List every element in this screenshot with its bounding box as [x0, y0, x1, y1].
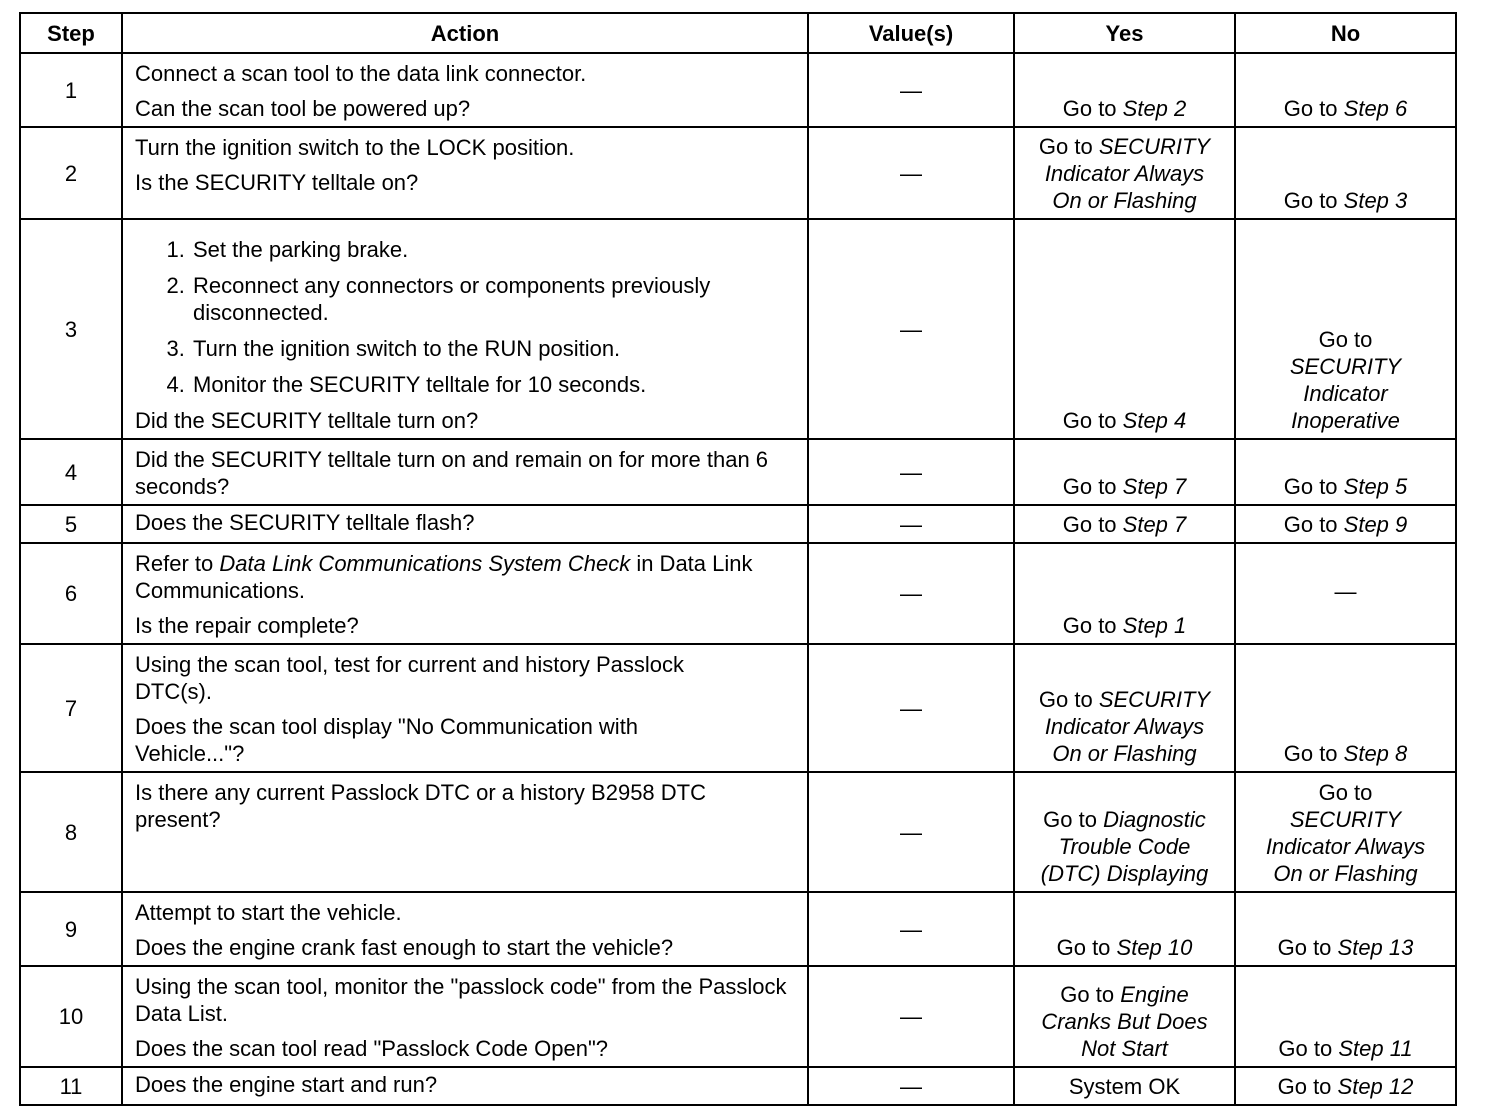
diagnostic-table [19, 12, 1457, 1106]
step-number: 11 [20, 1067, 122, 1105]
no-cell [1235, 439, 1456, 505]
action-cell [122, 772, 808, 892]
action-cell [122, 219, 808, 439]
no-text: Go to [1283, 512, 1344, 537]
yes-link[interactable]: Step 7 [1122, 512, 1187, 537]
yes-cell [1014, 543, 1235, 644]
no-text: Go to [1283, 188, 1344, 213]
yes-link[interactable]: Diagnostic [1103, 807, 1206, 832]
step-number: 9 [20, 892, 122, 966]
no-cell [1235, 966, 1456, 1067]
header-action: Action [122, 13, 808, 53]
action-text: Does the engine start and run? [135, 1072, 438, 1097]
action-question: Is the SECURITY telltale on? [135, 170, 419, 195]
yes-link[interactable]: Step 2 [1122, 96, 1187, 121]
procedure-reference[interactable]: Data Link Communications System Check [219, 551, 631, 576]
yes-cell [1014, 439, 1235, 505]
value-cell [808, 505, 1014, 543]
value-cell [808, 53, 1014, 127]
table-row [20, 53, 1456, 127]
yes-text: Go to [1062, 512, 1123, 537]
no-cell [1235, 892, 1456, 966]
no-text: Go to [1277, 1074, 1338, 1099]
action-text: Refer to [135, 551, 220, 576]
yes-text: System OK [1068, 1074, 1181, 1099]
no-text: Go to [1278, 1036, 1339, 1061]
table-row [20, 966, 1456, 1067]
value-cell [808, 439, 1014, 505]
no-link[interactable]: Inoperative [1291, 408, 1400, 433]
value-dash: — [900, 316, 922, 342]
table-row [20, 127, 1456, 219]
yes-link[interactable]: SECURITY [1098, 687, 1211, 712]
action-question: Did the SECURITY telltale turn on? [135, 408, 479, 433]
yes-link[interactable]: Trouble Code [1058, 834, 1191, 859]
list-item: 1. Set the parking brake. [191, 236, 797, 263]
step-number: 4 [20, 439, 122, 505]
value-dash: — [900, 695, 922, 721]
yes-link[interactable]: SECURITY [1098, 134, 1211, 159]
value-cell [808, 772, 1014, 892]
no-text: Go to [1283, 741, 1344, 766]
procedure-list [135, 236, 797, 398]
table-row [20, 644, 1456, 772]
no-cell [1235, 1067, 1456, 1105]
yes-cell [1014, 53, 1235, 127]
no-cell [1235, 505, 1456, 543]
no-link[interactable]: Step 13 [1337, 935, 1414, 960]
no-link[interactable]: Step 6 [1343, 96, 1408, 121]
action-question: Can the scan tool be powered up? [135, 96, 471, 121]
list-item: 4. Monitor the SECURITY telltale for 10 seconds. [191, 371, 797, 398]
yes-text: Go to [1038, 134, 1099, 159]
yes-cell [1014, 505, 1235, 543]
action-cell [122, 439, 808, 505]
value-cell [808, 892, 1014, 966]
step-number: 3 [20, 219, 122, 439]
yes-cell [1014, 966, 1235, 1067]
action-cell [122, 505, 808, 543]
value-dash: — [900, 459, 922, 485]
action-text: Did the SECURITY telltale turn on and remain on for more than 6 seconds? [135, 447, 769, 499]
yes-link[interactable]: (DTC) Displaying [1040, 861, 1209, 886]
yes-text: Go to [1062, 613, 1123, 638]
yes-text: Go to [1062, 96, 1123, 121]
no-text: Go to [1283, 474, 1344, 499]
yes-cell [1014, 892, 1235, 966]
no-dash: — [1334, 579, 1357, 604]
no-link[interactable]: On or Flashing [1273, 861, 1418, 886]
yes-cell [1014, 127, 1235, 219]
action-text: in Data Link Communications. [135, 551, 753, 603]
action-cell [122, 892, 808, 966]
no-text: Go to [1283, 96, 1344, 121]
action-question: Is the repair complete? [135, 613, 359, 638]
value-cell [808, 1067, 1014, 1105]
action-cell [122, 127, 808, 219]
yes-link[interactable]: Indicator Always [1044, 161, 1205, 186]
value-dash: — [900, 1073, 922, 1099]
table-row [20, 543, 1456, 644]
step-number: 2 [20, 127, 122, 219]
yes-text: Go to [1060, 982, 1121, 1007]
table-row [20, 439, 1456, 505]
list-item: 3. Turn the ignition switch to the RUN position. [191, 335, 797, 362]
action-question: Does the scan tool read "Passlock Code Open"? [135, 1036, 608, 1061]
value-cell [808, 219, 1014, 439]
step-number: 5 [20, 505, 122, 543]
action-text: Is there any current Passlock DTC or a history B2958 DTC present? [135, 780, 706, 832]
yes-link[interactable]: On or Flashing [1052, 188, 1197, 213]
action-text: Does the SECURITY telltale flash? [135, 510, 475, 535]
action-cell [122, 644, 808, 772]
action-text: Connect a scan tool to the data link connector. [135, 61, 587, 86]
no-cell [1235, 219, 1456, 439]
yes-link[interactable]: Engine [1120, 982, 1189, 1007]
yes-text: Go to [1038, 687, 1099, 712]
yes-link[interactable]: Step 10 [1116, 935, 1193, 960]
table-row [20, 772, 1456, 892]
table-row [20, 892, 1456, 966]
table-row [20, 219, 1456, 439]
no-cell [1235, 127, 1456, 219]
no-link[interactable]: Step 5 [1343, 474, 1408, 499]
value-cell [808, 127, 1014, 219]
header-row [20, 13, 1456, 53]
value-dash: — [900, 1004, 922, 1029]
yes-link[interactable]: Step 7 [1122, 474, 1187, 499]
value-dash: — [900, 581, 922, 606]
no-link[interactable]: Indicator [1303, 381, 1388, 406]
value-cell [808, 966, 1014, 1067]
no-link[interactable]: Step 8 [1343, 741, 1408, 766]
table-row [20, 505, 1456, 543]
action-question: Does the scan tool display "No Communication with Vehicle..."? [135, 714, 639, 766]
yes-link[interactable]: Step 1 [1122, 613, 1187, 638]
yes-link[interactable]: Step 4 [1122, 408, 1187, 433]
no-text: Go to [1277, 935, 1338, 960]
no-text: Go to [1318, 780, 1373, 805]
action-cell [122, 53, 808, 127]
header-values: Value(s) [808, 13, 1014, 53]
yes-text: Go to [1043, 807, 1104, 832]
yes-cell [1014, 219, 1235, 439]
yes-cell [1014, 772, 1235, 892]
no-cell [1235, 543, 1456, 644]
no-cell [1235, 53, 1456, 127]
action-text: Using the scan tool, monitor the "passlock code" from the Passlock Data List. [135, 974, 787, 1026]
action-cell [122, 543, 808, 644]
no-link[interactable]: SECURITY [1289, 807, 1402, 832]
value-dash: — [900, 916, 922, 942]
action-cell [122, 966, 808, 1067]
no-link[interactable]: Step 9 [1343, 512, 1408, 537]
yes-text: Go to [1062, 408, 1123, 433]
no-link[interactable]: Indicator Always [1265, 834, 1426, 859]
no-cell [1235, 644, 1456, 772]
list-item: 2. Reconnect any connectors or components previously disconnected. [191, 272, 797, 326]
value-dash: — [900, 511, 922, 537]
yes-text: Go to [1056, 935, 1117, 960]
action-question: Does the engine crank fast enough to start the vehicle? [135, 935, 674, 960]
value-dash: — [900, 77, 922, 103]
step-number: 8 [20, 772, 122, 892]
action-text: Using the scan tool, test for current and history Passlock DTC(s). [135, 652, 685, 704]
action-text: Turn the ignition switch to the LOCK position. [135, 135, 575, 160]
yes-cell [1014, 1067, 1235, 1105]
yes-text: Go to [1062, 474, 1123, 499]
no-cell [1235, 772, 1456, 892]
value-cell [808, 644, 1014, 772]
header-step: Step [20, 13, 122, 53]
no-text: Go to [1318, 327, 1373, 352]
step-number: 10 [20, 966, 122, 1067]
no-link[interactable]: Step 12 [1337, 1074, 1414, 1099]
table-row [20, 1067, 1456, 1105]
yes-link[interactable]: Indicator Always [1044, 714, 1205, 739]
yes-link[interactable]: Cranks But Does [1041, 1009, 1208, 1034]
header-no: No [1235, 13, 1456, 53]
value-dash: — [900, 819, 922, 845]
yes-link[interactable]: Not Start [1081, 1036, 1168, 1061]
step-number: 6 [20, 543, 122, 644]
no-link[interactable]: Step 3 [1343, 188, 1408, 213]
value-dash: — [900, 160, 922, 186]
action-text: Attempt to start the vehicle. [135, 900, 402, 925]
step-number: 7 [20, 644, 122, 772]
yes-cell [1014, 644, 1235, 772]
yes-link[interactable]: On or Flashing [1052, 741, 1197, 766]
step-number: 1 [20, 53, 122, 127]
no-link[interactable]: Step 11 [1338, 1036, 1413, 1061]
header-yes: Yes [1014, 13, 1235, 53]
action-cell [122, 1067, 808, 1105]
no-link[interactable]: SECURITY [1289, 354, 1402, 379]
value-cell [808, 543, 1014, 644]
